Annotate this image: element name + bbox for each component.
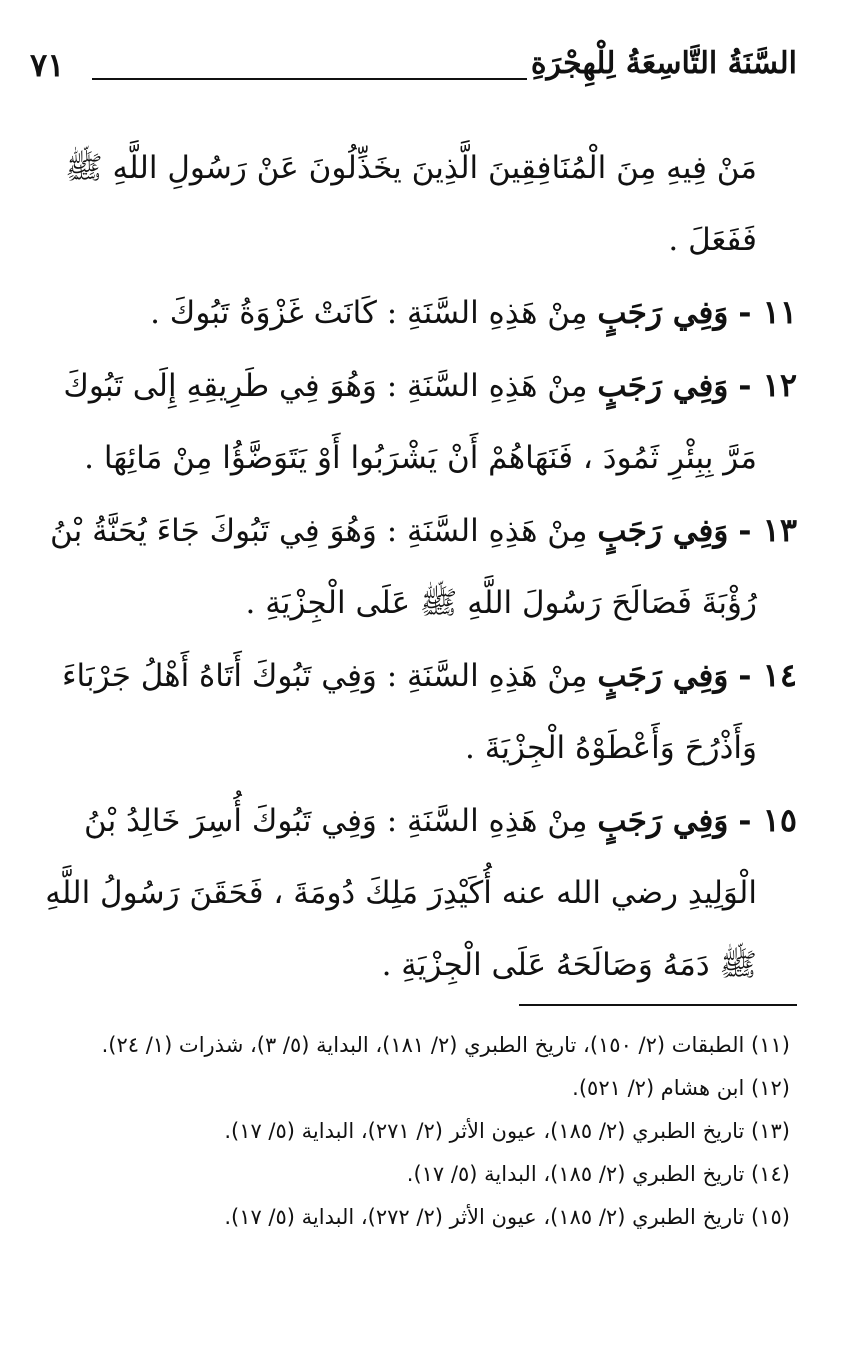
entry-lead: وَفِي رَجَبٍ: [597, 513, 729, 549]
entry-text: مِنْ هَذِهِ السَّنَةِ : وَهُوَ فِي طَرِيقِهِ إِلَى تَبُوكَ مَرَّ بِبِئْرِ ثَمُودَ ، فَنَهَاهُمْ أَنْ يَشْرَبُوا أَوْ يَتَوَضَّؤُا مِنْ مَائِهَا .: [63, 368, 757, 476]
entry-13: [22, 494, 797, 639]
main-text: [22, 132, 797, 1001]
entry-text: مِنْ هَذِهِ السَّنَةِ : وَهُوَ فِي تَبُوكَ جَاءَ يُحَنَّةُ بْنُ رُؤْبَةَ فَصَالَحَ رَسُولَ اللَّهِ ﷺ عَلَى الْجِزْيَةِ .: [50, 513, 757, 621]
header-rule: [92, 78, 527, 80]
footnote-separator: [519, 1004, 797, 1006]
continuation-paragraph: مَنْ فِيهِ مِنَ الْمُنَافِقِينَ الَّذِينَ يخَذِّلُونَ عَنْ رَسُولِ اللَّهِ ﷺ فَفَعَلَ .: [65, 150, 757, 258]
entry-number: ١١ -: [738, 293, 797, 331]
entry-number: ١٥ -: [738, 801, 797, 839]
entry-11: [22, 276, 797, 349]
entry-text: مِنْ هَذِهِ السَّنَةِ : كَانَتْ غَزْوَةُ تَبُوكَ .: [150, 295, 588, 331]
footnotes: [22, 1024, 790, 1239]
footnote-11: (١١) الطبقات (٢/ ١٥٠)، تاريخ الطبري (٢/ ١٨١)، البداية (٥/ ٣)، شذرات (١/ ٢٤).: [101, 1033, 790, 1057]
entry-lead: وَفِي رَجَبٍ: [597, 803, 729, 839]
entry-lead: وَفِي رَجَبٍ: [597, 368, 729, 404]
chapter-title: السَّنَةُ التَّاسِعَةُ لِلْهِجْرَةِ: [530, 46, 797, 81]
entry-number: ١٢ -: [738, 366, 797, 404]
footnote-15: (١٥) تاريخ الطبري (٢/ ١٨٥)، عيون الأثر (٢/ ٢٧٢)، البداية (٥/ ١٧).: [224, 1205, 790, 1229]
entry-number: ١٤ -: [738, 656, 797, 694]
footnote-13: (١٣) تاريخ الطبري (٢/ ١٨٥)، عيون الأثر (٢/ ٢٧١)، البداية (٥/ ١٧).: [224, 1119, 790, 1143]
entry-12: [22, 349, 797, 494]
footnote-14: (١٤) تاريخ الطبري (٢/ ١٨٥)، البداية (٥/ ١٧).: [406, 1162, 790, 1186]
entry-number: ١٣ -: [738, 511, 797, 549]
entry-14: [22, 639, 797, 784]
entry-text: مِنْ هَذِهِ السَّنَةِ : وَفِي تَبُوكَ أُسِرَ خَالِدُ بْنُ الْوَلِيدِ رضي الله عنه أُكَيْدِرَ مَلِكَ دُومَةَ ، فَحَقَنَ رَسُولُ اللَّهِ ﷺ دَمَهُ وَصَالَحَهُ عَلَى الْجِزْيَةِ .: [45, 803, 757, 983]
running-header: [22, 42, 797, 94]
footnote-12: (١٢) ابن هشام (٢/ ٥٢١).: [572, 1076, 790, 1100]
entry-text: مِنْ هَذِهِ السَّنَةِ : وَفِي تَبُوكَ أَتَاهُ أَهْلُ جَرْبَاءَ وَأَذْرُحَ وَأَعْطَوْهُ الْجِزْيَةَ .: [61, 658, 757, 766]
entry-lead: وَفِي رَجَبٍ: [597, 295, 729, 331]
entry-lead: وَفِي رَجَبٍ: [597, 658, 729, 694]
entry-15: [22, 784, 797, 1001]
page-number: ٧١: [30, 46, 65, 84]
